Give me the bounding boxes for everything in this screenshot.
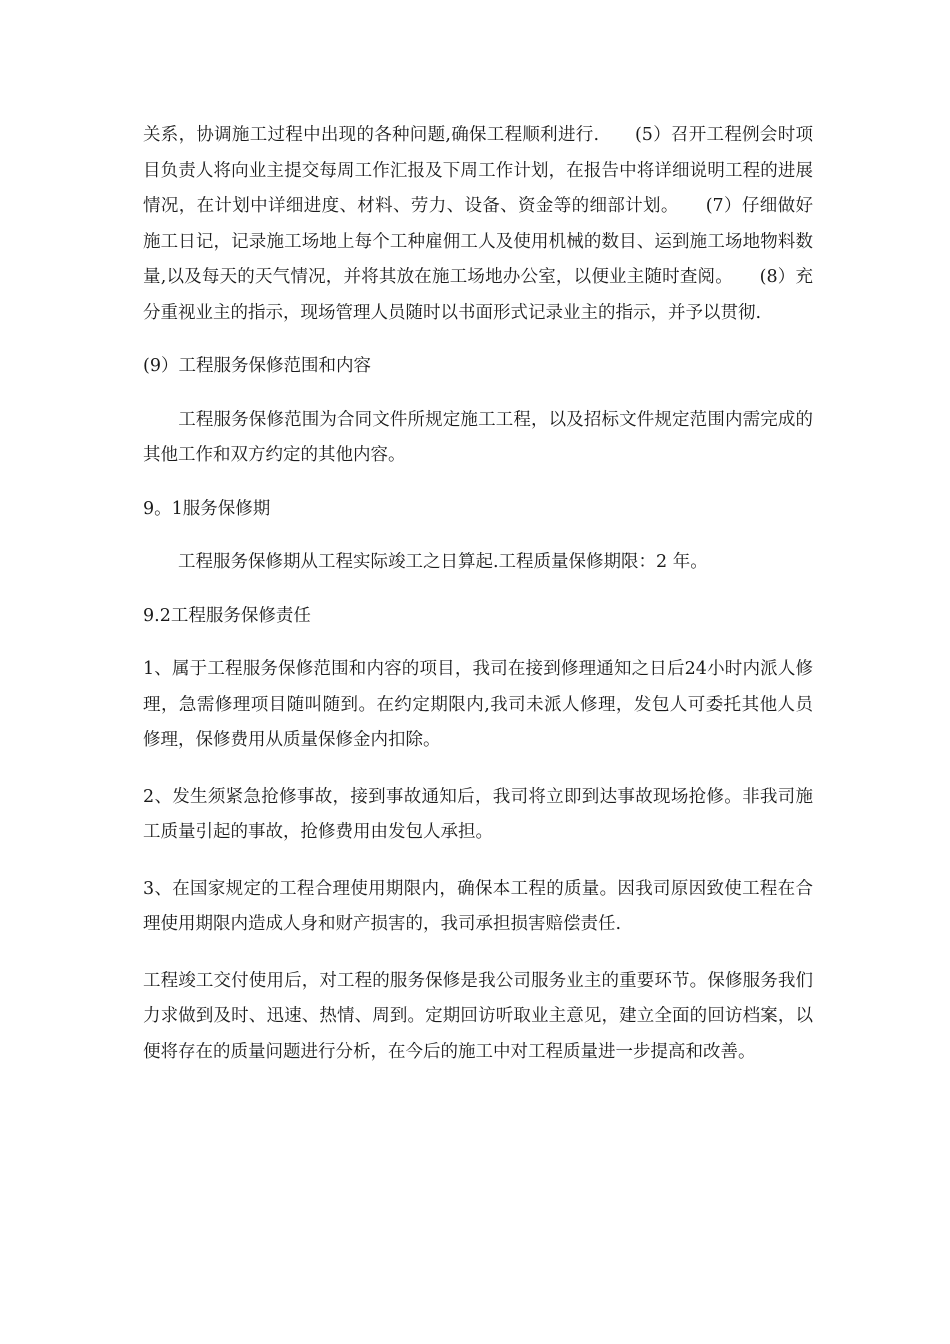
paragraph-responsibility-3: 3、在国家规定的工程合理使用期限内，确保本工程的质量。因我司原因致使工程在合理使用期限内造成人身和财产损害的，我司承担损害赔偿责任. bbox=[143, 878, 813, 934]
subheading-warranty-period: 9。1服务保修期 bbox=[143, 498, 271, 519]
document-page bbox=[143, 118, 813, 1070]
paragraph-warranty-period: 工程服务保修期从工程实际竣工之日算起.工程质量保修期限：2 年。 bbox=[143, 552, 708, 572]
subheading-warranty-responsibility: 9.2工程服务保修责任 bbox=[143, 605, 311, 626]
section-heading-warranty-scope: (9）工程服务保修范围和内容 bbox=[143, 356, 371, 376]
paragraph-responsibility-1: 1、属于工程服务保修范围和内容的项目，我司在接到修理通知之日后24小时内派人修理，急需修理项目随叫随到。在约定期限内,我司未派人修理，发包人可委托其他人员修理，保修费用从质量保修金内扣除。 bbox=[143, 659, 813, 750]
paragraph-responsibility-2: 2、发生须紧急抢修事故，接到事故通知后，我司将立即到达事故现场抢修。非我司施工质量引起的事故，抢修费用由发包人承担。 bbox=[143, 786, 813, 842]
paragraph-warranty-scope: 工程服务保修范围为合同文件所规定施工工程，以及招标文件规定范围内需完成的其他工作和双方约定的其他内容。 bbox=[143, 409, 813, 465]
paragraph-coordination-measures: 关系，协调施工过程中出现的各种问题,确保工程顺利进行. (5）召开工程例会时项目负责人将向业主提交每周工作汇报及下周工作计划，在报告中将详细说明工程的进展情况，在计划中详细进度、材料、劳力、设备、资金等的细部计划。 (7）仔细做好施工日记，记录施工场地上每个工种雇佣工人及使用机械的数目、运到施工场地物料数量,以及每天的天气情况，并将其放在施工场地办公室，以便业主随时查阅。 (8）充分重视业主的指示，现场管理人员随时以书面形式记录业主的指示，并予以贯彻. bbox=[143, 125, 813, 323]
paragraph-post-delivery-service: 工程竣工交付使用后，对工程的服务保修是我公司服务业主的重要环节。保修服务我们力求做到及时、迅速、热情、周到。定期回访听取业主意见，建立全面的回访档案，以便将存在的质量问题进行分析，在今后的施工中对工程质量进一步提高和改善。 bbox=[143, 970, 813, 1062]
